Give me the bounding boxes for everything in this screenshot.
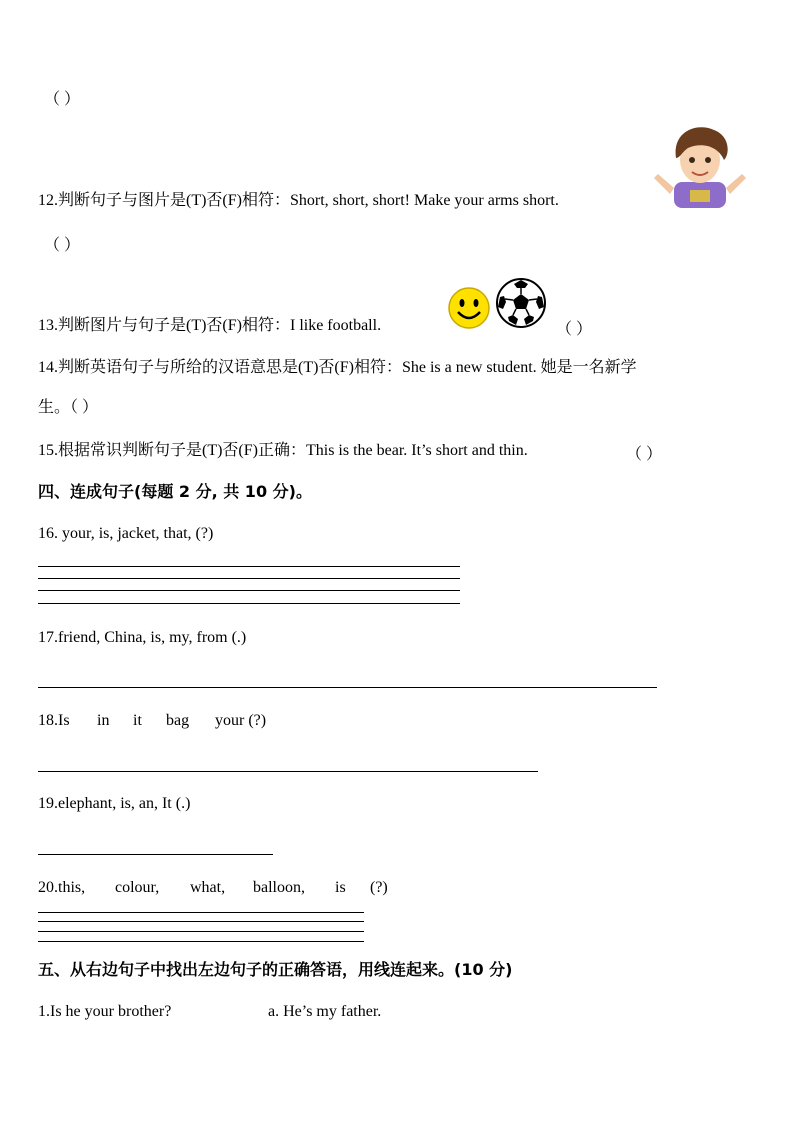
- word: is: [335, 879, 346, 896]
- question-17: 17.friend, China, is, my, from (.): [38, 629, 247, 646]
- question-19: 19.elephant, is, an, It (.): [38, 795, 191, 812]
- word: balloon,: [253, 879, 305, 896]
- writing-line[interactable]: [38, 921, 364, 922]
- smiley-face-icon: [447, 286, 491, 330]
- writing-line[interactable]: [38, 687, 657, 688]
- word: (?): [370, 879, 388, 896]
- section-4-title: 四、连成句子(每题 2 分, 共 10 分)。: [38, 482, 312, 501]
- question-12: 12.判断句子与图片是(T)否(F)相符：Short, short, short! Make your arms short.: [38, 192, 559, 209]
- section-5-title: 五、从右边句子中找出左边句子的正确答语，用线连起来。(10 分): [38, 960, 513, 979]
- writing-line[interactable]: [38, 931, 364, 932]
- question-14-continued[interactable]: 生。（ ）: [38, 399, 99, 416]
- word: 20.this,: [38, 879, 86, 896]
- question-14: 14.判断英语句子与所给的汉语意思是(T)否(F)相符：She is a new student. 她是一名新学: [38, 359, 637, 376]
- question-20: [38, 878, 388, 898]
- question-18: [38, 711, 266, 731]
- word: 18.Is: [38, 712, 70, 729]
- writing-line[interactable]: [38, 854, 273, 855]
- writing-line[interactable]: [38, 603, 460, 604]
- writing-line[interactable]: [38, 566, 460, 567]
- match-question-1[interactable]: 1.Is he your brother?: [38, 1003, 172, 1020]
- word: in: [97, 712, 110, 729]
- answer-blank-15[interactable]: （ ）: [626, 446, 663, 463]
- soccer-ball-icon: [495, 277, 547, 329]
- boy-shrugging-icon: [652, 124, 748, 208]
- writing-line[interactable]: [38, 912, 364, 913]
- word: it: [133, 712, 142, 729]
- writing-line[interactable]: [38, 771, 538, 772]
- word: what,: [190, 879, 226, 896]
- question-16: 16. your, is, jacket, that, (?): [38, 525, 214, 542]
- word: bag: [166, 712, 190, 729]
- match-answer-a[interactable]: a. He’s my father.: [268, 1003, 382, 1020]
- answer-blank-13[interactable]: （ ）: [556, 321, 593, 338]
- writing-line[interactable]: [38, 941, 364, 942]
- writing-line[interactable]: [38, 590, 460, 591]
- question-13: 13.判断图片与句子是(T)否(F)相符：I like football.: [38, 317, 382, 334]
- answer-blank-11[interactable]: （ ）: [44, 91, 81, 108]
- writing-line[interactable]: [38, 578, 460, 579]
- answer-blank-12[interactable]: （ ）: [44, 237, 81, 254]
- word: your (?): [215, 712, 267, 729]
- question-15: 15.根据常识判断句子是(T)否(F)正确：This is the bear. It’s short and thin.: [38, 442, 528, 459]
- word: colour,: [115, 879, 160, 896]
